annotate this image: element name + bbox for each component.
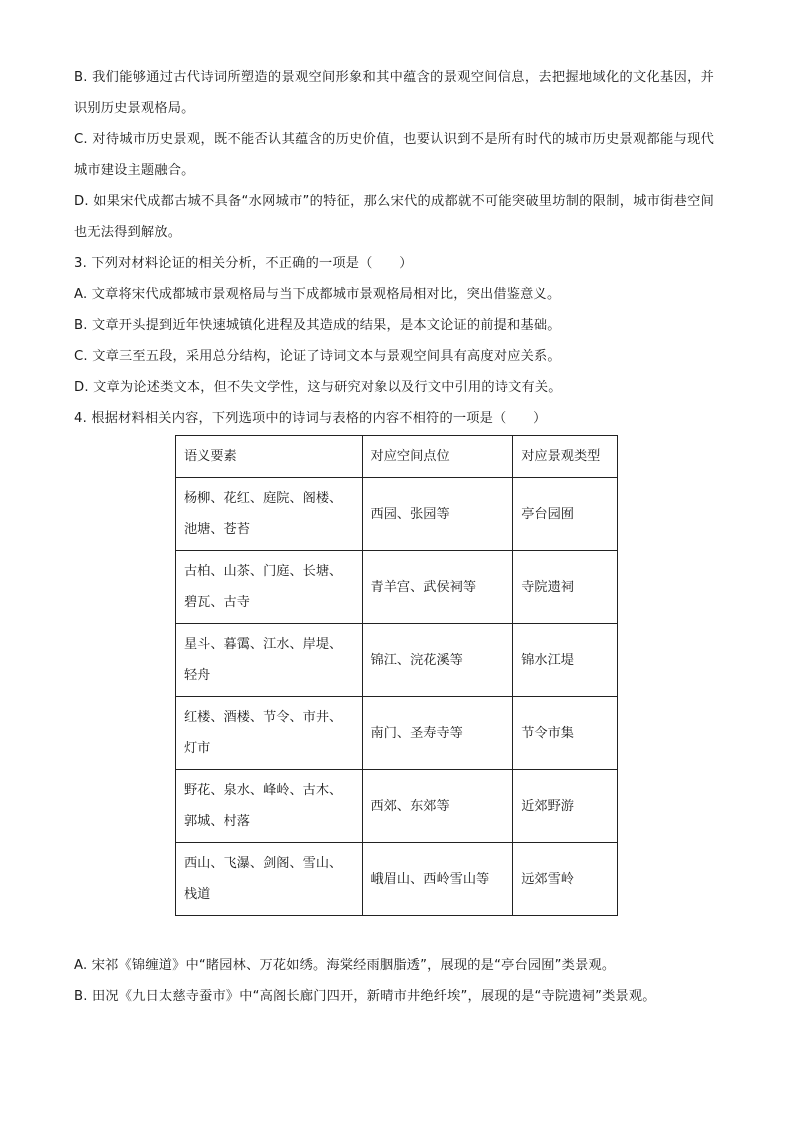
table-cell-type: 节令市集 [513, 697, 618, 770]
q3-option-b: B. 文章开头提到近年快速城镇化进程及其造成的结果，是本文论证的前提和基础。 [74, 318, 561, 333]
table-cell-location: 南门、圣寿寺等 [362, 697, 513, 770]
table-row [176, 770, 618, 843]
table-cell-location: 西郊、东郊等 [362, 770, 513, 843]
table-header-cell: 对应景观类型 [513, 436, 618, 478]
table-row [176, 843, 618, 916]
table-cell-type: 锦水江堤 [513, 624, 618, 697]
q3-option-d: D. 文章为论述类文本，但不失文学性，这与研究对象以及行文中引用的诗文有关。 [74, 380, 562, 395]
table-cell-location: 西园、张园等 [362, 478, 513, 551]
option-prev-d: D. 如果宋代成都古城不具备“水网城市”的特征，那么宋代的成都就不可能突破里坊制的限制，城市街巷空间也无法得到解放。 [74, 194, 714, 240]
q4-option-b: B. 田况《九日太慈寺蚕市》中“高阁长廊门四开，新晴市井绝纤埃”，展现的是“寺院遗祠”类景观。 [74, 989, 656, 1004]
option-prev-c: C. 对待城市历史景观，既不能否认其蕴含的历史价值，也要认识到不是所有时代的城市历史景观都能与现代城市建设主题融合。 [74, 132, 714, 178]
table-cell-type: 远郊雪岭 [513, 843, 618, 916]
q4-stem: 4. 根据材料相关内容，下列选项中的诗词与表格的内容不相符的一项是（ ） [74, 411, 547, 426]
table-row [176, 478, 618, 551]
semantic-landscape-table [175, 435, 618, 916]
q4-option-a: A. 宋祁《锦缠道》中“睹园林、万花如绣。海棠经雨胭脂透”，展现的是“亭台园囿”类景观。 [74, 958, 616, 973]
table-cell-semantic: 星斗、暮霭、江水、岸堤、轻舟 [176, 624, 363, 697]
table-cell-semantic: 野花、泉水、峰岭、古木、郭城、村落 [176, 770, 363, 843]
q3-option-c: C. 文章三至五段，采用总分结构，论证了诗词文本与景观空间具有高度对应关系。 [74, 349, 561, 364]
table-cell-location: 峨眉山、西岭雪山等 [362, 843, 513, 916]
table-row [176, 624, 618, 697]
table-header-cell: 对应空间点位 [362, 436, 513, 478]
q3-stem: 3. 下列对材料论证的相关分析，不正确的一项是（ ） [74, 256, 413, 271]
table-cell-location: 锦江、浣花溪等 [362, 624, 513, 697]
table-header-row [176, 436, 618, 478]
table-row [176, 551, 618, 624]
table-cell-semantic: 西山、飞瀑、剑阁、雪山、栈道 [176, 843, 363, 916]
table-cell-type: 近郊野游 [513, 770, 618, 843]
option-prev-b: B. 我们能够通过古代诗词所塑造的景观空间形象和其中蕴含的景观空间信息，去把握地域化的文化基因，并识别历史景观格局。 [74, 70, 714, 116]
table-cell-semantic: 红楼、酒楼、节令、市井、灯市 [176, 697, 363, 770]
table-cell-type: 亭台园囿 [513, 478, 618, 551]
table-header-cell: 语义要素 [176, 436, 363, 478]
q3-option-a: A. 文章将宋代成都城市景观格局与当下成都城市景观格局相对比，突出借鉴意义。 [74, 287, 561, 302]
table-cell-semantic: 古柏、山茶、门庭、长塘、碧瓦、古寺 [176, 551, 363, 624]
table-cell-type: 寺院遗祠 [513, 551, 618, 624]
table-cell-location: 青羊宫、武侯祠等 [362, 551, 513, 624]
table-row [176, 697, 618, 770]
table-cell-semantic: 杨柳、花红、庭院、阁楼、池塘、苍苔 [176, 478, 363, 551]
